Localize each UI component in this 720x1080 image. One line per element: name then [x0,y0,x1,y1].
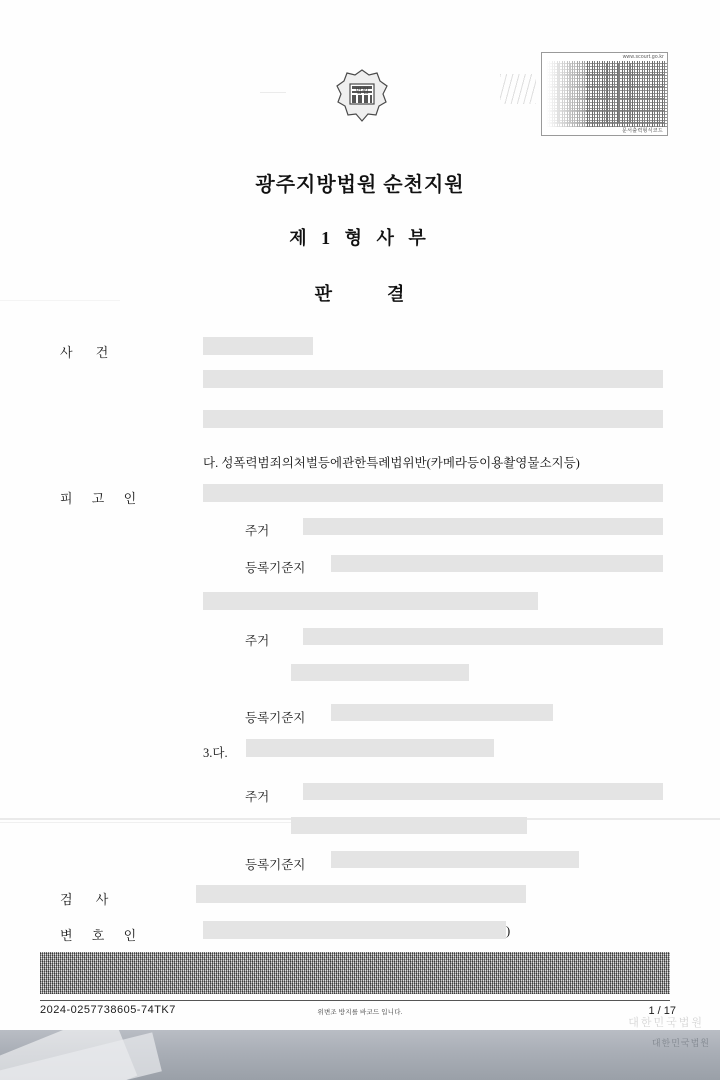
footer-divider [40,1000,670,1001]
barcode-caption: 문서출력형식코드 [621,128,663,134]
verification-barcode [541,52,668,136]
barcode-fade [542,61,586,127]
attorney-trailing-paren: ) [506,924,511,938]
redaction-bar [203,410,663,428]
redaction-bar [331,555,663,572]
registry-label: 등록기준지 [245,858,306,872]
attorney-label: 변 호 인 [60,928,145,943]
charge-line: 다. 성폭력범죄의처벌등에관한특례법위반(카메라등이용촬영물소지등) [203,456,580,470]
footer-notice: 위변조 방지를 바코드 입니다. [317,1009,403,1016]
redaction-bar [196,885,526,903]
judgment-title-second: 결 [387,284,406,304]
court-emblem-icon [336,68,388,126]
redaction-bar [203,370,663,388]
prosecutor-label: 검 사 [60,892,119,907]
redaction-bar [203,484,663,502]
page-watermark: 대한민국법원 [628,1017,704,1029]
redaction-bar [303,518,663,535]
barcode-url: www.scourt.go.kr [622,54,664,60]
case-label: 사 건 [60,345,119,360]
court-title: 광주지방법원 순천지원 [255,174,465,196]
document-barcode-id: 2024-0257738605-74TK7 [40,1004,176,1016]
redaction-bar [203,337,313,355]
viewer-brand-label: 대한민국법원 [651,1038,710,1048]
third-item-label: 3.다. [203,746,228,760]
redaction-bar [331,704,553,721]
redaction-bar [331,851,579,868]
redaction-bar [303,783,663,800]
residence-label: 주거 [245,790,270,804]
residence-label: 주거 [245,524,270,538]
defendant-label: 피 고 인 [60,491,145,506]
registry-label: 등록기준지 [245,561,306,575]
redaction-bar [246,739,494,757]
redaction-bar [203,592,538,610]
judgment-title [0,280,720,306]
residence-label: 주거 [245,634,270,648]
scan-artifact [500,74,536,104]
scanned-noise-block [40,952,670,994]
redaction-bar [203,921,506,939]
emblem-label: 법원 [355,87,369,95]
redaction-bar [303,628,663,645]
department-title: 제 1 형 사 부 [289,228,431,248]
redaction-bar [291,817,527,834]
redaction-bar [291,664,469,681]
scan-streak [260,92,286,93]
page-number: 1 / 17 [648,1005,676,1017]
judgment-title-first: 판 [314,284,333,304]
registry-label: 등록기준지 [245,711,306,725]
viewer-bottom-bar [0,1030,720,1080]
